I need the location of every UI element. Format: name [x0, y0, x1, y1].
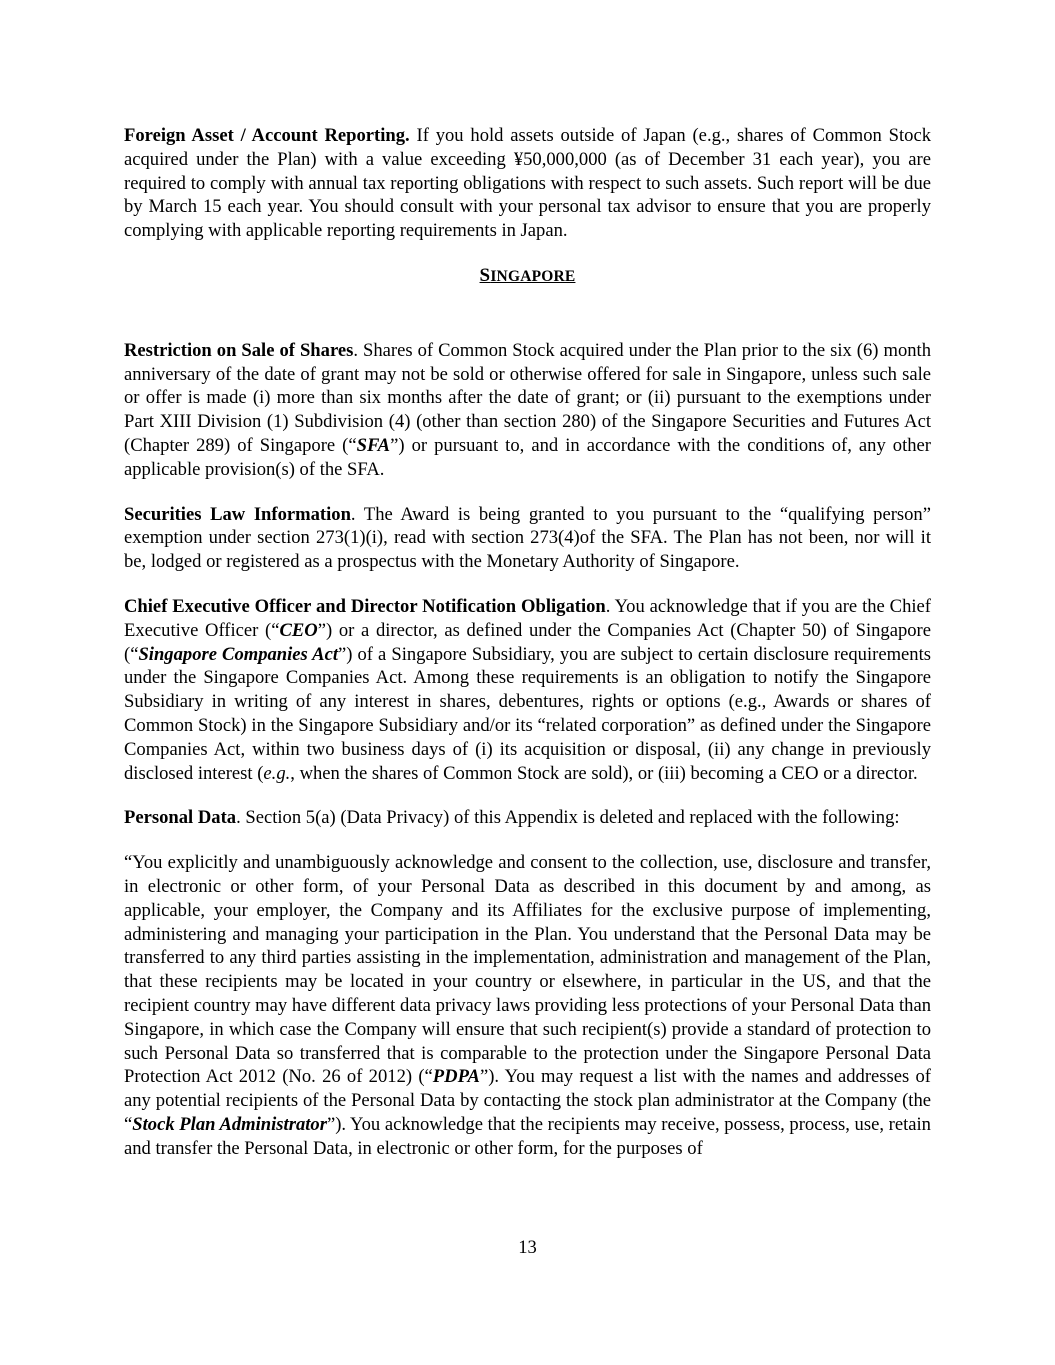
consent-paragraph [124, 851, 931, 1160]
securities-law-heading: Securities Law Information [124, 503, 351, 525]
document-body [124, 124, 931, 1160]
restriction-text-2: ”) or pursuant to, and in accordance with the conditions of, any other applicable provision(s) of the SFA. [124, 434, 932, 480]
foreign-asset-text: If you hold assets outside of Japan (e.g., shares of Common Stock acquired under the Plan) with a value exceeding ¥50,000,000 (as of December 31 each year), you are required to comply with annual tax reporting obligations with respect to such assets. Such report will be due by March 15 each year. You should consult with your personal tax advisor to ensure that you are properly complying with applicable reporting requirements in Japan. [124, 125, 931, 242]
section-heading-initial: S [479, 264, 491, 286]
ceo-term: CEO [279, 619, 318, 641]
personal-data-heading: Personal Data [124, 807, 237, 829]
stock-plan-administrator-term: Stock Plan Administrator [132, 1113, 327, 1135]
foreign-asset-paragraph [124, 124, 931, 243]
consent-text-1: “You explicitly and unambiguously acknowledge and consent to the collection, use, disclosure and transfer, in electronic or other form, of your Personal Data as described in this document by and among, as applicable, your employer, the Company and its Affiliates for the exclusive purpose of implementing, administering and managing your participation in the Plan. You understand that the Personal Data may be transferred to any third parties assisting in the implementation, administration and management of the Plan, that these recipients may be located in your country or elsewhere, in particular in the US, and that the recipient country may have different data privacy laws providing less protections of your Personal Data than Singapore, in which case the Company will ensure that such recipient(s) provide a standard of protection to such Personal Data so transferred that is comparable to the protection under the Singapore Personal Data Protection Act 2012 (No. 26 of 2012) (“ [124, 852, 931, 1088]
foreign-asset-heading: Foreign Asset / Account Reporting. [124, 125, 410, 146]
restriction-term-sfa: SFA [356, 434, 391, 456]
securities-law-paragraph [124, 503, 931, 574]
consent-text-2: ”). You may request a list with the names and addresses of any potential recipients of the Personal Data by contacting the stock plan administrator at the Company (the “ [124, 1066, 931, 1135]
personal-data-paragraph [124, 806, 931, 830]
ceo-text-2: ”) or a director, as defined under the Companies Act (Chapter 50) of Singapore (“ [124, 619, 931, 665]
securities-law-text: . The Award is being granted to you pursuant to the “qualifying person” exemption under section 273(1)(i), read with section 273(4)of the SFA. The Plan has not been, nor will it be, lodged or registered as a prospectus with the Monetary Authority of Singapore. [124, 503, 931, 573]
ceo-notification-paragraph [124, 595, 931, 785]
restriction-paragraph [124, 339, 931, 482]
pdpa-term: PDPA [432, 1066, 480, 1088]
ceo-text-3: ”) of a Singapore Subsidiary, you are subject to certain disclosure requirements under the Singapore Companies Act. Among these requirements is an obligation to notify the Singapore Subsidiary in writing of any interest in shares, debentures, rights or options (e.g., Awards or shares of Common Stock) in the Singapore Subsidiary and/or its “related corporation” as defined under the Singapore Companies Act, within two business days of (i) its acquisition or disposal, (ii) any change in previously disclosed interest ( [124, 643, 932, 784]
ceo-text-1: . You acknowledge that if you are the Chief Executive Officer (“ [124, 595, 931, 641]
personal-data-text: . Section 5(a) (Data Privacy) of this Appendix is deleted and replaced with the following: [236, 807, 900, 829]
restriction-text-1: . Shares of Common Stock acquired under the Plan prior to the six (6) month anniversary of the date of grant may not be sold or otherwise offered for sale in Singapore, unless such sale or offer is made (i) more than six months after the date of grant; or (ii) pursuant to the exemptions under Part XIII Division (1) Subdivision (4) (other than section 280) of the Singapore Securities and Futures Act (Chapter 289) of Singapore (“ [124, 339, 931, 456]
restriction-heading: Restriction on Sale of Shares [124, 339, 354, 361]
ceo-eg: e.g. [263, 762, 291, 784]
ceo-notification-heading: Chief Executive Officer and Director Notification Obligation [124, 595, 606, 617]
section-heading-singapore [124, 264, 931, 289]
section-heading-rest: INGAPORE [490, 267, 576, 285]
companies-act-term: Singapore Companies Act [138, 643, 338, 665]
consent-text-3: ”). You acknowledge that the recipients may receive, possess, process, use, retain and transfer the Personal Data, in electronic or other form, for the purposes of [124, 1113, 931, 1159]
page-number: 13 [518, 1237, 537, 1258]
ceo-text-4: , when the shares of Common Stock are sold), or (iii) becoming a CEO or a director. [290, 762, 918, 784]
